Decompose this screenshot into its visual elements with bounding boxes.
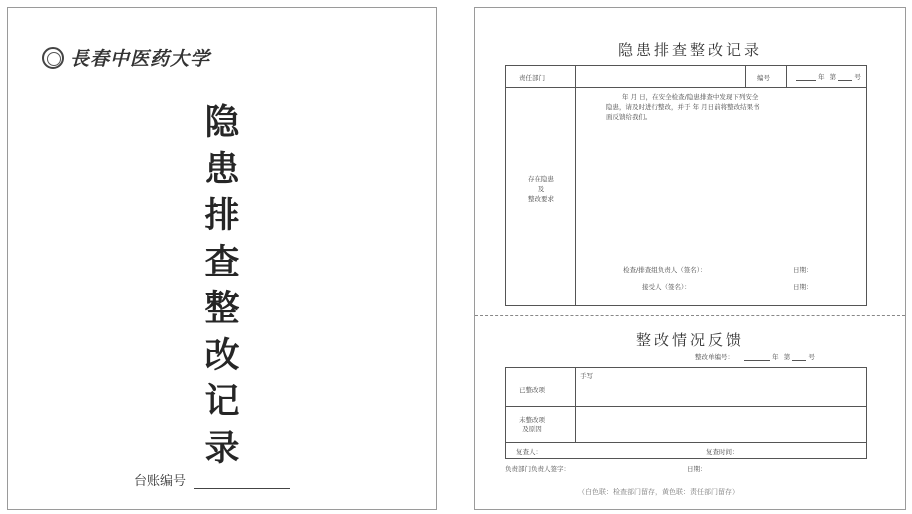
- hazard-row-label: 存在隐患 及 整改要求: [528, 175, 554, 203]
- receiver-date-label: 日期：: [793, 283, 813, 291]
- head-sign-label: 负责部门负责人签字：: [505, 465, 570, 473]
- cover-title-char: 录: [204, 427, 240, 469]
- cover-title-char: 整: [204, 288, 240, 329]
- cover-title-char: 改: [204, 334, 240, 376]
- tear-line: [475, 315, 905, 316]
- number-label: 编号: [757, 74, 770, 82]
- record-table: [505, 65, 867, 306]
- record-title: 隐患排查整改记录: [617, 41, 762, 59]
- copy-distribution-note: （白色联：检查部门留存，黄色联：责任部门留存）: [578, 488, 739, 496]
- ledger-number-row: [134, 470, 290, 489]
- record-number-field[interactable]: 年 第 号: [796, 72, 861, 81]
- university-name: 長春中医药大学: [70, 48, 211, 70]
- cover-title-char: 记: [204, 381, 240, 422]
- handwrite-note: 手写: [580, 372, 593, 380]
- done-items-label: 已整改项: [519, 386, 545, 394]
- inspector-sign-label: 检查/排查组负责人（签名）：: [623, 266, 707, 274]
- dept-field[interactable]: [576, 69, 744, 85]
- dept-label: 责任部门: [519, 74, 545, 82]
- head-sign-date-label: 日期：: [687, 465, 707, 473]
- cover-title-char: 排: [204, 195, 240, 236]
- cover-title-char: 患: [204, 148, 240, 190]
- ledger-number-label: 台账编号: [134, 474, 187, 489]
- feedback-table: [505, 367, 867, 459]
- cover-title: [198, 100, 246, 472]
- undone-items-label: 未整改项 及原因: [519, 416, 545, 433]
- review-time-label: 复查时间：: [706, 448, 739, 456]
- receiver-sign-label: 接受人（签名）：: [642, 283, 691, 291]
- university-seal-icon: [42, 47, 64, 69]
- cover-title-char: 隐: [204, 102, 240, 143]
- cover-page: [7, 7, 437, 510]
- inspector-date-label: 日期：: [793, 266, 813, 274]
- notice-text: 年 月 日，在安全检查/隐患排查中发现下列安全 隐患，请及时进行整改，并于 年 月日前将整改结果书 面反馈给我们。: [606, 93, 760, 121]
- university-logo: [42, 44, 210, 71]
- ledger-number-field[interactable]: [194, 475, 290, 489]
- feedback-number-row: 整改单编号： 年 第 号: [695, 353, 815, 361]
- reviewer-label: 复查人：: [516, 448, 542, 456]
- cover-title-char: 查: [204, 241, 240, 283]
- record-page: [474, 7, 906, 510]
- feedback-title: 整改情况反馈: [635, 331, 744, 349]
